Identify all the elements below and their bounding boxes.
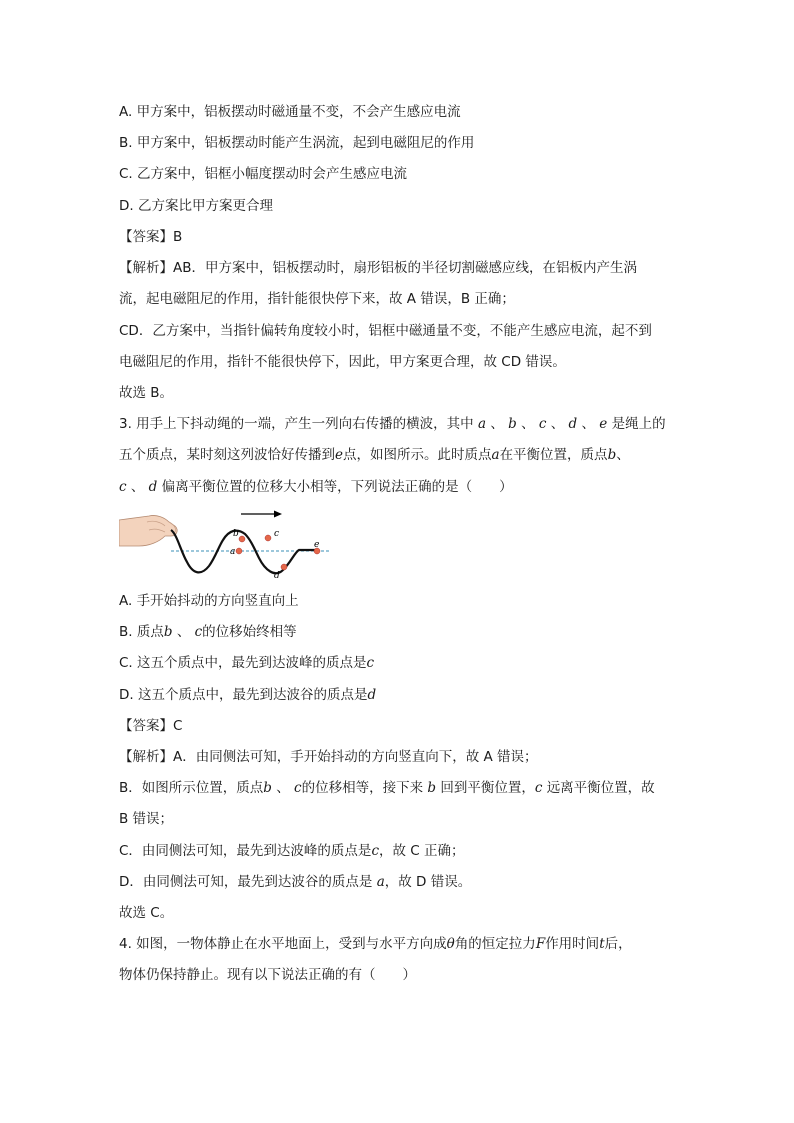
q3-analysis-line-3: B 错误； bbox=[119, 811, 174, 827]
q3-conclusion: 故选 C。 bbox=[119, 905, 174, 921]
q2-analysis-line-4: 电磁阻尼的作用，指针不能很快停下，因此，甲方案更合理，故 CD 错误。 bbox=[119, 354, 566, 370]
q3-option-a: A. 手开始抖动的方向竖直向上 bbox=[119, 593, 299, 609]
q3-analysis-line-5: D．由同侧法可知，最先到达波谷的质点是 a，故 D 错误。 bbox=[119, 874, 472, 890]
q3-analysis-line-1: 【解析】A．由同侧法可知，手开始抖动的方向竖直向下，故 A 错误； bbox=[119, 749, 538, 765]
svg-text:c: c bbox=[274, 529, 280, 539]
q3-option-d: D. 这五个质点中，最先到达波谷的质点是d bbox=[119, 687, 377, 703]
q3-option-c: C. 这五个质点中，最先到达波峰的质点是c bbox=[119, 655, 375, 671]
q2-option-a: A. 甲方案中，铝板摆动时磁通量不变，不会产生感应电流 bbox=[119, 104, 461, 120]
hand-illustration bbox=[119, 515, 177, 546]
svg-text:a: a bbox=[230, 547, 236, 557]
q4-stem-line-2: 物体仍保持静止。现有以下说法正确的有（ ） bbox=[119, 967, 416, 983]
q3-analysis-line-2: B．如图所示位置，质点b 、 c的位移相等，接下来 b 回到平衡位置，c 远离平衡位置，故 bbox=[119, 780, 655, 796]
q3-stem-line-2: 五个质点，某时刻这列波恰好传播到e点，如图所示。此时质点a在平衡位置，质点b、 bbox=[119, 447, 630, 463]
q3-answer: 【答案】C bbox=[119, 718, 183, 734]
q2-conclusion: 故选 B。 bbox=[119, 385, 174, 401]
direction-arrow bbox=[241, 511, 282, 518]
q3-stem-line-3: c 、 d 偏离平衡位置的位移大小相等，下列说法正确的是（ ） bbox=[119, 479, 513, 495]
svg-text:b: b bbox=[233, 529, 239, 539]
q3-stem-line-1: 3. 用手上下抖动绳的一端，产生一列向右传播的横波，其中 a 、 b 、 c 、 d 、 e 是绳上的 bbox=[119, 416, 666, 432]
svg-text:d: d bbox=[274, 571, 280, 581]
q4-stem-line-1: 4. 如图，一物体静止在水平地面上，受到与水平方向成θ角的恒定拉力F作用时间t后， bbox=[119, 936, 632, 952]
svg-text:e: e bbox=[314, 540, 320, 550]
particle-e bbox=[314, 540, 320, 554]
q2-option-b: B. 甲方案中，铝板摆动时能产生涡流，起到电磁阻尼的作用 bbox=[119, 135, 475, 151]
q2-option-d: D. 乙方案比甲方案更合理 bbox=[119, 198, 273, 214]
wave-figure bbox=[119, 506, 334, 582]
q2-analysis-line-2: 流，起电磁阻尼的作用，指针能很快停下来，故 A 错误，B 正确； bbox=[119, 291, 515, 307]
q3-analysis-line-4: C．由同侧法可知，最先到达波峰的质点是c，故 C 正确； bbox=[119, 843, 465, 859]
q2-analysis-line-3: CD．乙方案中，当指针偏转角度较小时，铝框中磁通量不变，不能产生感应电流，起不到 bbox=[119, 323, 652, 339]
q2-answer: 【答案】B bbox=[119, 229, 183, 245]
particle-a bbox=[230, 547, 242, 557]
particle-c bbox=[265, 529, 279, 541]
q2-option-c: C. 乙方案中，铝框小幅度摆动时会产生感应电流 bbox=[119, 166, 408, 182]
q3-option-b: B. 质点b 、 c的位移始终相等 bbox=[119, 624, 297, 640]
q2-analysis-line-1: 【解析】AB．甲方案中，铝板摆动时，扇形铝板的半径切割磁感应线，在铝板内产生涡 bbox=[119, 260, 637, 276]
